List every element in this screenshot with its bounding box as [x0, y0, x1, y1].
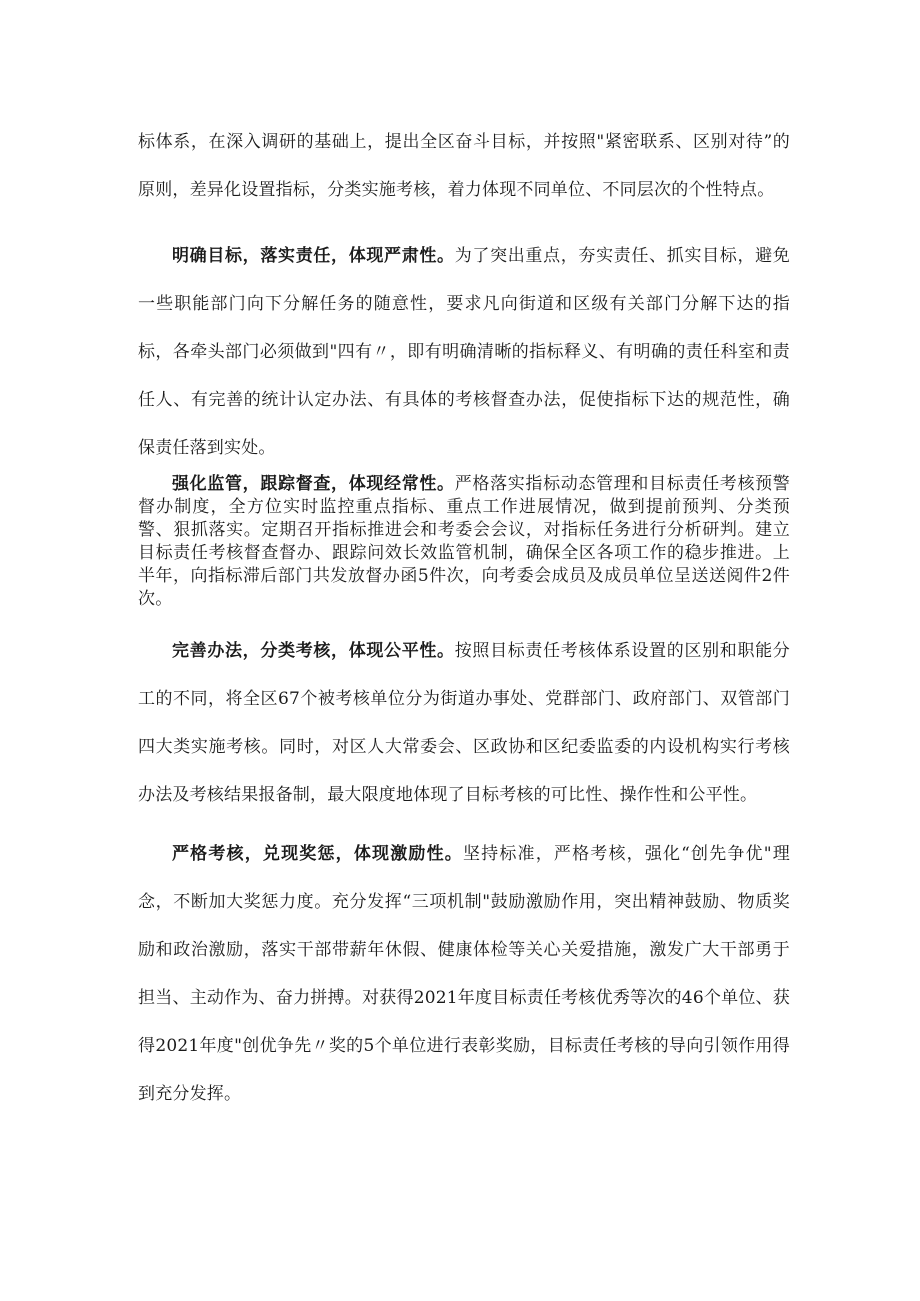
paragraph-lead: 明确目标，落实责任，体现严肃性。: [172, 246, 455, 266]
paragraph-body: 标体系，在深入调研的基础上，提出全区奋斗目标，并按照"紧密联系、区别对待”的原则，差异化设置指标，分类实施考核，着力体现不同单位、不同层次的个性特点。: [138, 132, 790, 200]
paragraph-lead: 完善办法，分类考核，体现公平性。: [172, 641, 455, 661]
paragraph-body: 为了突出重点，夯实责任、抓实目标，避免一些职能部门向下分解任务的随意性，要求凡向街道和区级有关部门分解下达的指标，各牵头部门必须做到"四有〃，即有明确清晰的指标释义、有明确的责任科室和责任人、有完善的统计认定办法、有具体的考核督查办法，促使指标下达的规范性，确保责任落到实处。: [138, 246, 790, 458]
paragraph-incentives: [138, 830, 790, 1118]
paragraph-clear-goals: [138, 232, 790, 472]
paragraph-body: 严格落实指标动态管理和目标责任考核预警督办制度，全方位实时监控重点指标、重点工作进展情况，做到提前预判、分类预警、狠抓落实。定期召开指标推进会和考委会会议，对指标任务进行分析研判。建立目标责任考核督查督办、跟踪问效长效监管机制，确保全区各项工作的稳步推进。上半年，向指标滞后部门共发放督办函5件次，向考委会成员及成员单位呈送送阅件2件次。: [138, 474, 790, 609]
paragraph-lead: 强化监管，跟踪督查，体现经常性。: [172, 474, 455, 494]
paragraph-body: 按照目标责任考核体系设置的区别和职能分工的不同，将全区67个被考核单位分为街道办事处、党群部门、政府部门、双管部门四大类实施考核。同时，对区人大常委会、区政协和区纪委监委的内设机构实行考核办法及考核结果报备制，最大限度地体现了目标考核的可比性、操作性和公平性。: [138, 641, 790, 805]
paragraph-body: 坚持标准，严格考核，强化“创先争优"理念，不断加大奖惩力度。充分发挥“三项机制"鼓励激励作用，突出精神鼓励、物质奖励和政治激励，落实干部带薪年休假、健康体检等关心关爱措施，激发广大干部勇于担当、主动作为、奋力拼搏。对获得2021年度目标责任考核优秀等次的46个单位、获得2021年度"创优争先〃奖的5个单位进行表彰奖励，目标责任考核的导向引领作用得到充分发挥。: [138, 844, 791, 1104]
paragraph-supervision: [138, 473, 790, 611]
paragraph-index-system: [138, 118, 790, 214]
paragraph-lead: 严格考核，兑现奖惩，体现激励性。: [172, 844, 463, 864]
paragraph-classified-assessment: [138, 627, 790, 819]
